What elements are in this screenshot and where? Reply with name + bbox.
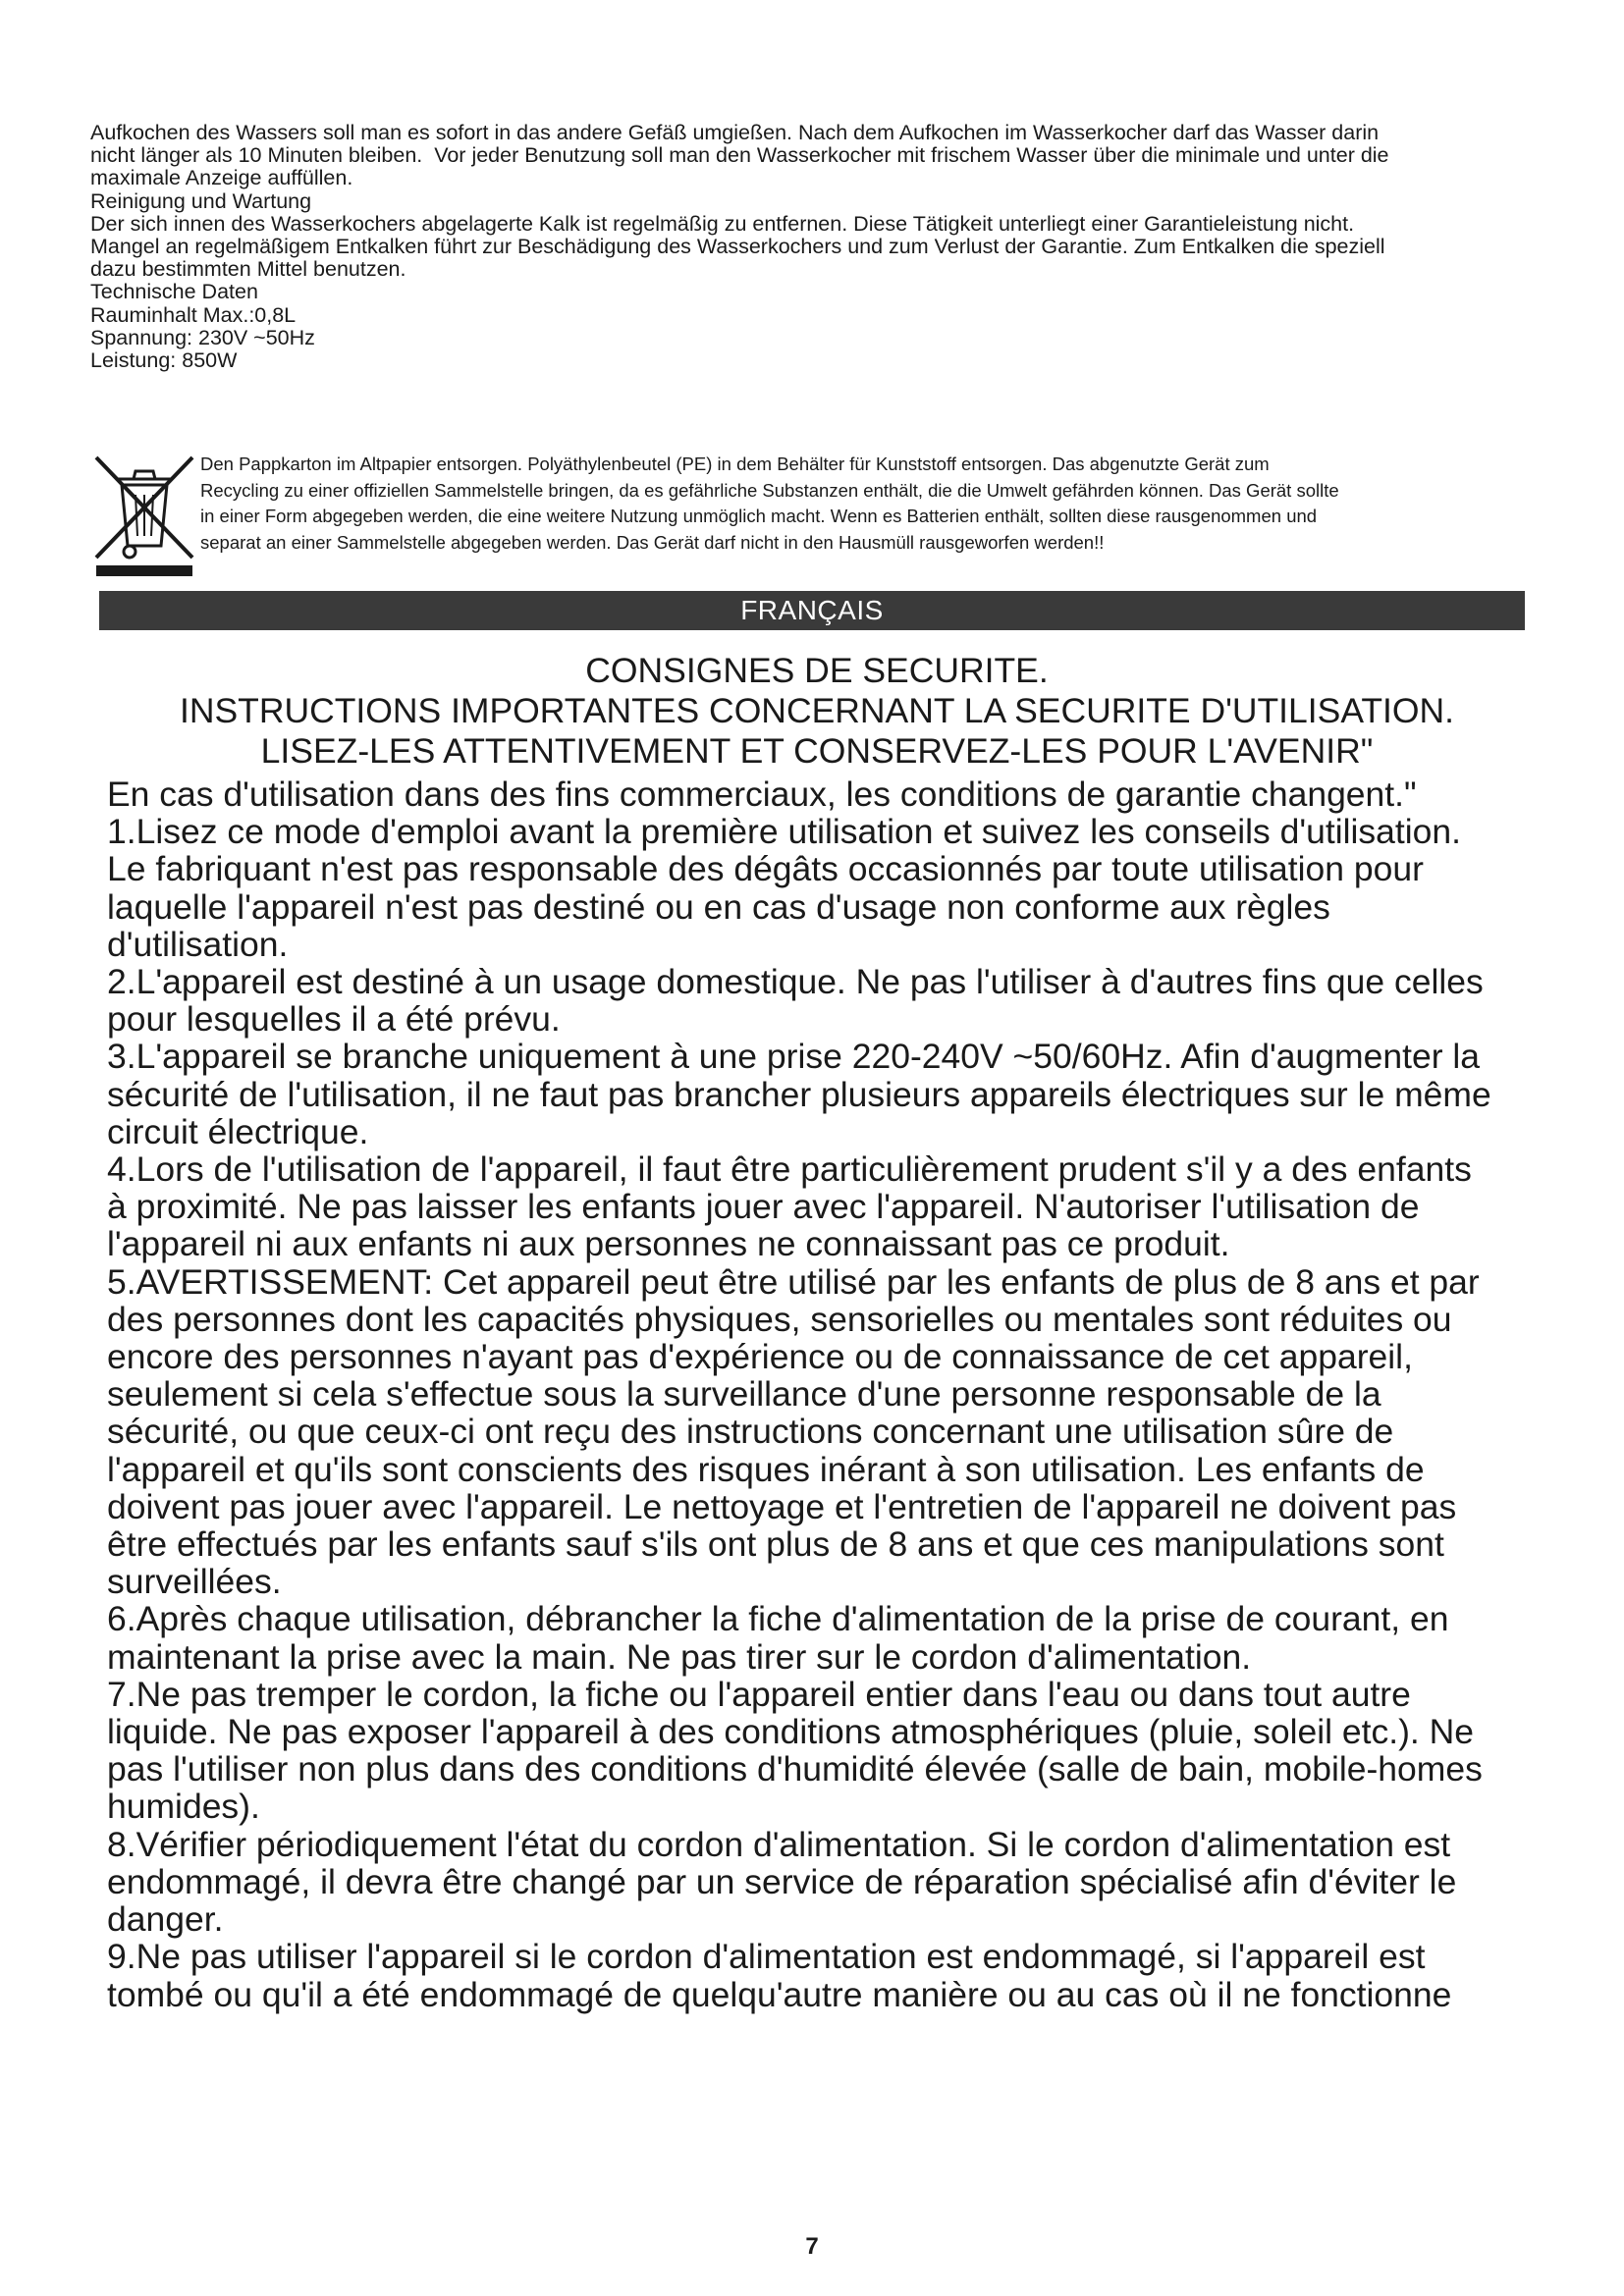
- text-line: encore des personnes n'ayant pas d'expérience ou de connaissance de cet appareil,: [107, 1337, 1413, 1377]
- language-section-bar: FRANÇAIS: [99, 591, 1525, 630]
- spec-voltage: Spannung: 230V ~50Hz: [90, 325, 315, 349]
- spec-capacity: Rauminhalt Max.:0,8L: [90, 302, 297, 327]
- text-line: l'appareil et qu'ils sont conscients des risques inérant à son utilisation. Les enfants de: [107, 1449, 1425, 1489]
- text-line: être effectués par les enfants sauf s'ils ont plus de 8 ans et que ces manipulations sont: [107, 1524, 1444, 1565]
- text-line: separat an einer Sammelstelle abgegeben werden. Das Gerät darf nicht in den Hausmüll rausgeworfen werden!!: [200, 531, 1105, 553]
- instruction-item-6: 6.Après chaque utilisation, débrancher la fiche d'alimentation de la prise de courant, en: [107, 1599, 1449, 1639]
- text-line: Den Pappkarton im Altpapier entsorgen. Polyäthylenbeutel (PE) in dem Behälter für Kunststoff entsorgen. Das abgenutzte Gerät zum: [200, 454, 1270, 474]
- text-line: En cas d'utilisation dans des fins commerciaux, les conditions de garantie changent.": [107, 774, 1417, 814]
- text-line: dazu bestimmten Mittel benutzen.: [90, 257, 406, 282]
- text-line: liquide. Ne pas exposer l'appareil à des conditions atmosphériques (pluie, soleil etc.). Ne: [107, 1712, 1475, 1752]
- text-line: sécurité, ou que ceux-ci ont reçu des instructions concernant une utilisation sûre de: [107, 1412, 1394, 1452]
- text-line: l'appareil ni aux enfants ni aux personnes ne connaissant pas ce produit.: [107, 1224, 1230, 1264]
- text-line: pas l'utiliser non plus dans des conditions d'humidité élevée (salle de bain, mobile-homes: [107, 1749, 1483, 1789]
- text-line: tombé ou qu'il a été endommagé de quelqu'autre manière ou au cas où il ne fonctionne: [107, 1974, 1452, 2014]
- page-number: 7: [805, 2233, 819, 2260]
- recycling-notice: [90, 452, 1543, 584]
- read-carefully-title: LISEZ-LES ATTENTIVEMENT ET CONSERVEZ-LES POUR L'AVENIR": [260, 731, 1374, 771]
- section-heading-technical-data: Technische Daten: [90, 280, 258, 304]
- safety-title: CONSIGNES DE SECURITE.: [585, 651, 1049, 690]
- text-line: laquelle l'appareil n'est pas destiné ou en cas d'usage non conforme aux règles: [107, 886, 1330, 927]
- text-line: sécurité de l'utilisation, il ne faut pas brancher plusieurs appareils électriques sur le même: [107, 1074, 1491, 1114]
- instruction-item-2: 2.L'appareil est destiné à un usage domestique. Ne pas l'utiliser à d'autres fins que celles: [107, 962, 1484, 1002]
- instruction-item-9: 9.Ne pas utiliser l'appareil si le cordon d'alimentation est endommagé, si l'appareil est: [107, 1937, 1426, 1977]
- french-instructions: [107, 775, 1550, 2013]
- instruction-item-1: 1.Lisez ce mode d'emploi avant la première utilisation et suivez les conseils d'utilisation.: [107, 812, 1462, 852]
- text-line: à proximité. Ne pas laisser les enfants jouer avec l'appareil. N'autoriser l'utilisation de: [107, 1187, 1420, 1227]
- text-line: seulement si cela s'effectue sous la surveillance d'une personne responsable de la: [107, 1374, 1381, 1415]
- text-line: Le fabriquant n'est pas responsable des dégâts occasionnés par toute utilisation pour: [107, 849, 1424, 889]
- instruction-item-8: 8.Vérifier périodiquement l'état du cordon d'alimentation. Si le cordon d'alimentation est: [107, 1824, 1451, 1864]
- instruction-item-7: 7.Ne pas tremper le cordon, la fiche ou l'appareil entier dans l'eau ou dans tout autre: [107, 1674, 1411, 1714]
- text-line: circuit électrique.: [107, 1111, 369, 1151]
- text-line: maintenant la prise avec la main. Ne pas tirer sur le cordon d'alimentation.: [107, 1636, 1252, 1677]
- instruction-item-3: 3.L'appareil se branche uniquement à une prise 220-240V ~50/60Hz. Afin d'augmenter la: [107, 1037, 1481, 1077]
- text-line: maximale Anzeige auffüllen.: [90, 166, 353, 190]
- text-line: surveillées.: [107, 1562, 282, 1602]
- text-line: endommagé, il devra être changé par un service de réparation spécialisé afin d'éviter le: [107, 1861, 1457, 1901]
- recycling-text: [200, 452, 1545, 556]
- important-instructions-title: INSTRUCTIONS IMPORTANTES CONCERNANT LA SECURITE D'UTILISATION.: [179, 691, 1455, 730]
- text-line: pour lesquelles il a été prévu.: [107, 999, 561, 1040]
- text-line: Recycling zu einer offiziellen Sammelstelle bringen, da es gefährliche Substanzen enthält, die die Umwelt gefährden können. Das Gerät sollte: [200, 479, 1339, 501]
- spec-power: Leistung: 850W: [90, 348, 238, 373]
- text-line: humides).: [107, 1787, 260, 1827]
- text-line: doivent pas jouer avec l'appareil. Le nettoyage et l'entretien de l'appareil ne doivent pas: [107, 1486, 1457, 1526]
- crossed-out-wheelie-bin-icon: [90, 452, 198, 579]
- instruction-item-5: 5.AVERTISSEMENT: Cet appareil peut être utilisé par les enfants de plus de 8 ans et par: [107, 1261, 1480, 1302]
- instruction-item-4: 4.Lors de l'utilisation de l'appareil, il faut être particulièrement prudent s'il y a des enfants: [107, 1149, 1472, 1190]
- text-line: in einer Form abgegeben werden, die eine weitere Nutzung unmöglich macht. Wenn es Batterien enthält, sollten diese rausgenommen und: [200, 506, 1318, 526]
- text-line: Aufkochen des Wassers soll man es sofort in das andere Gefäß umgießen. Nach dem Aufkochen im Wasserkocher darf das Wasser darin: [90, 121, 1380, 144]
- text-line: Mangel an regelmäßigem Entkalken führt zur Beschädigung des Wasserkochers und zum Verlust der Garantie. Zum Entkalken die speziell: [90, 235, 1385, 259]
- german-text-block: [90, 122, 1543, 372]
- text-line: nicht länger als 10 Minuten bleiben. Vor jeder Benutzung soll man den Wasserkocher mit frischem Wasser über die minimale und unter die: [90, 143, 1389, 168]
- text-line: des personnes dont les capacités physiques, sensorielles ou mentales sont réduites ou: [107, 1299, 1452, 1339]
- text-line: d'utilisation.: [107, 924, 289, 964]
- section-heading-cleaning: Reinigung und Wartung: [90, 188, 312, 213]
- text-line: Der sich innen des Wasserkochers abgelagerte Kalk ist regelmäßig zu entfernen. Diese Tätigkeit unterliegt einer Garantieleistung nicht.: [90, 211, 1355, 236]
- text-line: danger.: [107, 1899, 224, 1940]
